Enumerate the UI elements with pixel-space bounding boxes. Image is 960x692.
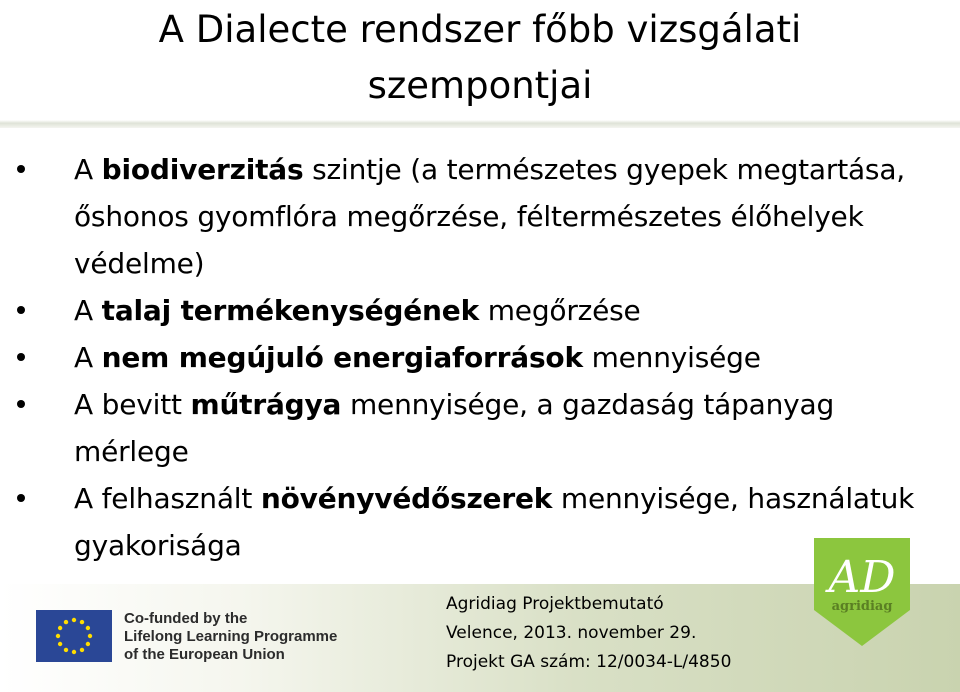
bullet-text-pre: A	[74, 153, 102, 186]
eu-stars-icon	[36, 610, 112, 662]
logo-name: agridiag	[831, 599, 893, 614]
bullet-item	[0, 381, 960, 475]
eu-line-3: of the European Union	[124, 646, 285, 663]
title-divider	[0, 120, 960, 128]
bullet-dot-icon	[17, 400, 25, 408]
bullet-dot-icon	[17, 494, 25, 502]
eu-line-1: Co-funded by the	[124, 610, 248, 627]
title-line-2: szempontjai	[367, 64, 593, 107]
bullet-text-post: mennyisége, használatuk gyakorisága	[74, 482, 915, 562]
logo-mark: AD	[828, 552, 896, 603]
agridiag-logo	[814, 538, 910, 646]
bullet-item	[0, 287, 960, 334]
project-line-3: Projekt GA szám: 12/0034-L/4850	[446, 652, 732, 672]
bullet-text-pre: A bevitt	[74, 388, 191, 421]
bullet-item	[0, 334, 960, 381]
bullet-text-post: megőrzése	[479, 294, 641, 327]
bullet-text-bold: növényvédőszerek	[260, 482, 553, 515]
eu-cofunding-text	[124, 610, 337, 664]
bullet-dot-icon	[17, 353, 25, 361]
project-line-1: Agridiag Projektbemutató	[446, 594, 664, 614]
eu-flag-icon	[36, 610, 112, 662]
bullet-item	[0, 146, 960, 287]
bullet-text-bold: talaj termékenységének	[101, 294, 480, 327]
bullet-text-bold: biodiverzitás	[101, 153, 304, 186]
bullet-dot-icon	[17, 306, 25, 314]
bullet-list	[0, 146, 960, 569]
bullet-text-post: szintje (a természetes gyepek megtartása, őshonos gyomflóra megőrzése, féltermészetes élőhelyek védelme)	[74, 153, 905, 280]
agridiag-logo-icon	[814, 538, 910, 646]
bullet-dot-icon	[17, 165, 25, 173]
title-line-1: A Dialecte rendszer főbb vizsgálati	[158, 8, 802, 51]
project-line-2: Velence, 2013. november 29.	[446, 623, 697, 643]
slide-title	[0, 2, 960, 114]
eu-line-2: Lifelong Learning Programme	[124, 628, 338, 645]
bullet-text-bold: nem megújuló energiaforrások	[101, 341, 583, 374]
bullet-text-post: mennyisége, a gazdaság tápanyag mérlege	[74, 388, 835, 468]
bullet-text-bold: műtrágya	[190, 388, 342, 421]
bullet-text-pre: A	[74, 341, 102, 374]
bullet-text-post: mennyisége	[582, 341, 761, 374]
bullet-text-pre: A felhasznált	[74, 482, 261, 515]
project-info	[446, 590, 731, 677]
bullet-text-pre: A	[74, 294, 102, 327]
